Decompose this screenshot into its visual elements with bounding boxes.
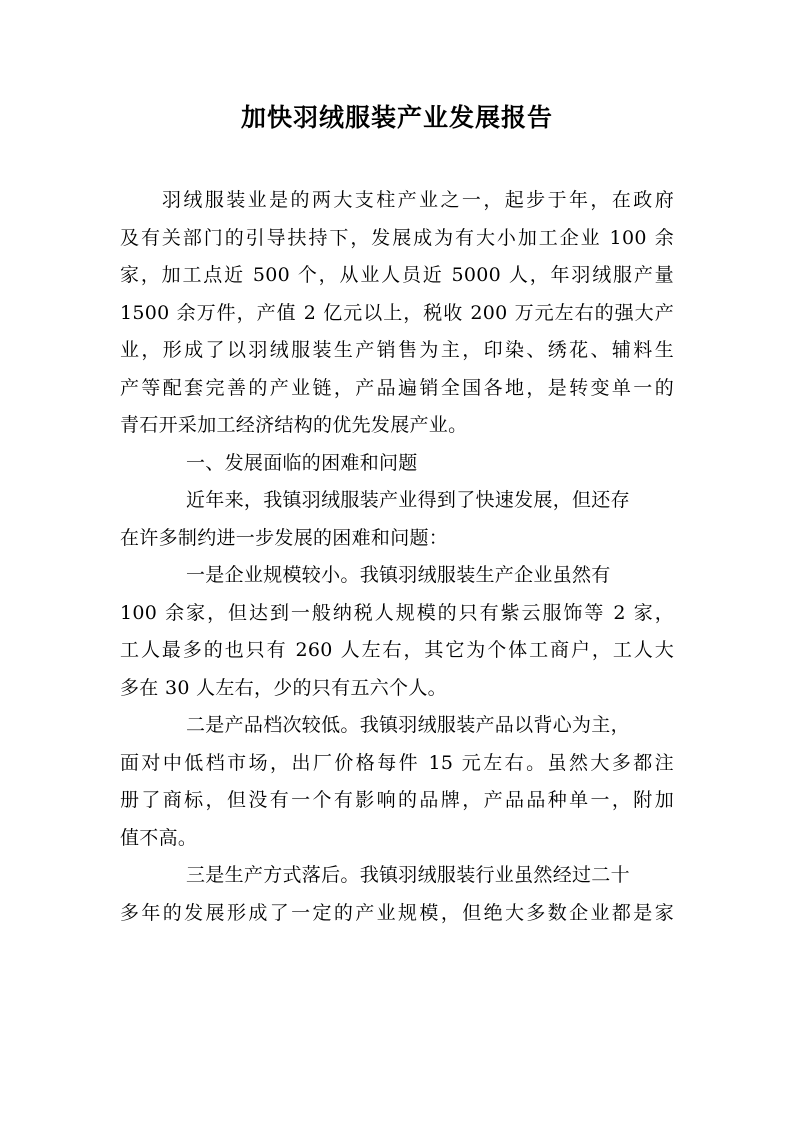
paragraph-line: 1500 余万件，产值 2 亿元以上，税收 200 万元左右的强大产 <box>120 301 674 324</box>
paragraph-line: 100 余家，但达到一般纳税人规模的只有紫云服饰等 2 家， <box>120 601 674 624</box>
paragraph-line: 业，形成了以羽绒服装生产销售为主，印染、绣花、辅料生 <box>120 339 674 361</box>
page-title: 加快羽绒服装产业发展报告 <box>240 103 553 132</box>
paragraph-line: 面对中低档市场，出厂价格每件 15 元左右。虽然大多都注 <box>120 751 674 774</box>
paragraph-line: 三是生产方式落后。我镇羽绒服装行业虽然经过二十 <box>186 864 630 886</box>
paragraph-line: 二是产品档次较低。我镇羽绒服装产品以背心为主， <box>186 714 630 736</box>
paragraph-line: 近年来，我镇羽绒服装产业得到了快速发展，但还存 <box>186 489 630 511</box>
paragraph-line: 一是企业规模较小。我镇羽绒服装生产企业虽然有 <box>186 564 611 586</box>
paragraph-line: 工人最多的也只有 260 人左右，其它为个体工商户，工人大 <box>120 639 674 661</box>
paragraph-line: 青石开采加工经济结构的优先发展产业。 <box>120 414 468 436</box>
section-heading: 一、发展面临的困难和问题 <box>186 451 418 474</box>
document-body <box>120 182 674 932</box>
paragraph-line: 多在 30 人左右，少的只有五六个人。 <box>120 676 447 699</box>
paragraph-line: 值不高。 <box>120 826 198 849</box>
paragraph-line: 在许多制约进一步发展的困难和问题： <box>120 526 449 549</box>
paragraph-line: 羽绒服装业是的两大支柱产业之一，起步于年，在政府 <box>162 189 674 211</box>
paragraph-line: 及有关部门的引导扶持下，发展成为有大小加工企业 100 余 <box>120 226 674 249</box>
paragraph-line: 产等配套完善的产业链，产品遍销全国各地，是转变单一的 <box>120 376 674 399</box>
paragraph-line: 册了商标，但没有一个有影响的品牌，产品品种单一，附加 <box>120 789 674 811</box>
paragraph-line: 家，加工点近 500 个，从业人员近 5000 人，年羽绒服产量 <box>120 264 674 286</box>
paragraph-line: 多年的发展形成了一定的产业规模，但绝大多数企业都是家 <box>120 901 674 924</box>
